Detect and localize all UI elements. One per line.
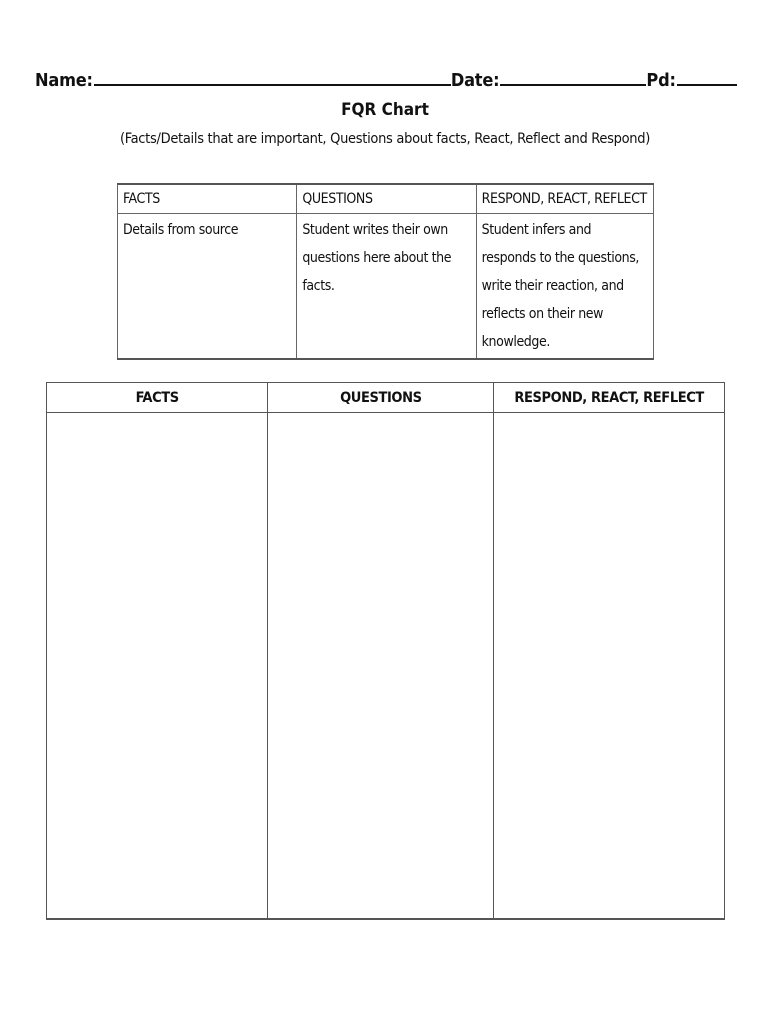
- worksheet-header-row: [47, 383, 725, 413]
- example-header-row: [118, 184, 654, 214]
- example-cell-respond: Student infers and responds to the questions, write their reaction, and reflects on their new knowledge.: [476, 214, 653, 360]
- worksheet-header-facts: FACTS: [47, 383, 268, 413]
- date-field[interactable]: [500, 68, 646, 86]
- worksheet-cell-respond[interactable]: [494, 413, 725, 920]
- example-header-respond: RESPOND, REACT, REFLECT: [476, 184, 653, 214]
- worksheet-header-respond: RESPOND, REACT, REFLECT: [494, 383, 725, 413]
- worksheet-cell-facts[interactable]: [47, 413, 268, 920]
- date-label: Date:: [450, 70, 500, 91]
- page-title: FQR Chart: [341, 100, 429, 120]
- example-cell-facts: Details from source: [118, 214, 297, 360]
- worksheet-cell-questions[interactable]: [268, 413, 494, 920]
- period-label: Pd:: [646, 70, 676, 91]
- period-field[interactable]: [677, 68, 737, 86]
- example-cell-questions: Student writes their own questions here about the facts.: [297, 214, 476, 360]
- worksheet-table: [46, 382, 725, 920]
- worksheet-body-row: [47, 413, 725, 920]
- example-row: [118, 214, 654, 360]
- example-table: [117, 183, 654, 360]
- example-header-facts: FACTS: [118, 184, 297, 214]
- example-header-questions: QUESTIONS: [297, 184, 476, 214]
- page-subtitle: (Facts/Details that are important, Questions about facts, React, Reflect and Respond): [119, 131, 651, 147]
- worksheet-header-questions: QUESTIONS: [268, 383, 494, 413]
- name-label: Name:: [35, 70, 93, 91]
- header-line: [35, 68, 737, 91]
- name-field[interactable]: [94, 68, 451, 86]
